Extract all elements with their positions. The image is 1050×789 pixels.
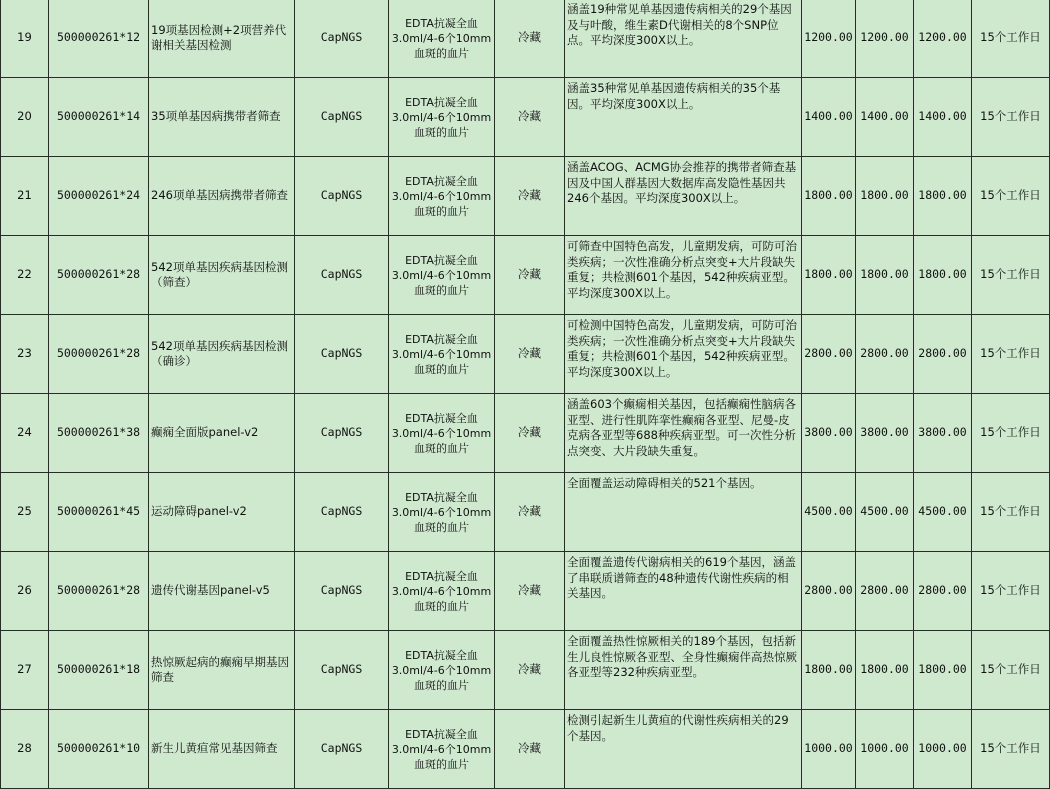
storage-cell: 冷藏 <box>495 552 565 631</box>
price-cell: 2800.00 <box>802 552 856 631</box>
description-cell: 检测引起新生儿黄疸的代谢性疾病相关的29个基因。 <box>565 710 802 789</box>
test-name-cell: 35项单基因病携带者筛查 <box>149 78 295 157</box>
turnaround-cell: 15个工作日 <box>972 394 1050 473</box>
test-name-cell: 542项单基因疾病基因检测（筛查） <box>149 236 295 315</box>
price-cell: 1800.00 <box>914 157 972 236</box>
method-cell: CapNGS <box>295 236 389 315</box>
row-index-cell: 27 <box>1 631 49 710</box>
row-index-cell: 19 <box>1 0 49 78</box>
method-cell: CapNGS <box>295 78 389 157</box>
price-cell: 1800.00 <box>856 631 914 710</box>
price-cell: 3800.00 <box>802 394 856 473</box>
turnaround-cell: 15个工作日 <box>972 552 1050 631</box>
test-name-cell: 遗传代谢基因panel-v5 <box>149 552 295 631</box>
item-code-cell: 500000261*24 <box>49 157 149 236</box>
row-index-cell: 21 <box>1 157 49 236</box>
method-cell: CapNGS <box>295 631 389 710</box>
table-row <box>1 315 1050 394</box>
price-cell: 1000.00 <box>856 710 914 789</box>
turnaround-cell: 15个工作日 <box>972 631 1050 710</box>
storage-cell: 冷藏 <box>495 710 565 789</box>
price-cell: 1800.00 <box>802 631 856 710</box>
price-cell: 2800.00 <box>802 315 856 394</box>
price-cell: 1800.00 <box>802 236 856 315</box>
table-row <box>1 236 1050 315</box>
method-cell: CapNGS <box>295 552 389 631</box>
storage-cell: 冷藏 <box>495 157 565 236</box>
price-cell: 1800.00 <box>802 157 856 236</box>
sample-requirement-cell: EDTA抗凝全血3.0ml/4-6个10mm血斑的血片 <box>389 473 495 552</box>
method-cell: CapNGS <box>295 473 389 552</box>
price-cell: 1400.00 <box>856 78 914 157</box>
table-row <box>1 0 1050 78</box>
method-cell: CapNGS <box>295 315 389 394</box>
description-cell: 可检测中国特色高发，儿童期发病，可防可治类疾病；一次性准确分析点突变+大片段缺失重复；共检测601个基因，542种疾病亚型。平均深度300X以上。 <box>565 315 802 394</box>
method-cell: CapNGS <box>295 394 389 473</box>
test-name-cell: 运动障碍panel-v2 <box>149 473 295 552</box>
sample-requirement-cell: EDTA抗凝全血3.0ml/4-6个10mm血斑的血片 <box>389 552 495 631</box>
table-row <box>1 552 1050 631</box>
sample-requirement-cell: EDTA抗凝全血3.0ml/4-6个10mm血斑的血片 <box>389 631 495 710</box>
price-cell: 3800.00 <box>856 394 914 473</box>
test-name-cell: 246项单基因病携带者筛查 <box>149 157 295 236</box>
price-cell: 1200.00 <box>802 0 856 78</box>
storage-cell: 冷藏 <box>495 0 565 78</box>
test-name-cell: 542项单基因疾病基因检测（确诊） <box>149 315 295 394</box>
price-cell: 1800.00 <box>914 631 972 710</box>
method-cell: CapNGS <box>295 0 389 78</box>
price-cell: 1800.00 <box>914 236 972 315</box>
item-code-cell: 500000261*28 <box>49 236 149 315</box>
description-cell: 全面覆盖遗传代谢病相关的619个基因，涵盖了串联质谱筛查的48种遗传代谢性疾病的相关基因。 <box>565 552 802 631</box>
sample-requirement-cell: EDTA抗凝全血3.0ml/4-6个10mm血斑的血片 <box>389 236 495 315</box>
description-cell: 可筛查中国特色高发，儿童期发病，可防可治类疾病；一次性准确分析点突变+大片段缺失重复；共检测601个基因，542种疾病亚型。平均深度300X以上。 <box>565 236 802 315</box>
price-cell: 1000.00 <box>914 710 972 789</box>
storage-cell: 冷藏 <box>495 236 565 315</box>
storage-cell: 冷藏 <box>495 394 565 473</box>
price-cell: 2800.00 <box>856 315 914 394</box>
description-cell: 全面覆盖热性惊厥相关的189个基因，包括新生儿良性惊厥各亚型、全身性癫痫伴高热惊厥各亚型等232种疾病亚型。 <box>565 631 802 710</box>
price-cell: 1400.00 <box>802 78 856 157</box>
price-cell: 1000.00 <box>802 710 856 789</box>
price-cell: 2800.00 <box>856 552 914 631</box>
price-cell: 3800.00 <box>914 394 972 473</box>
sample-requirement-cell: EDTA抗凝全血3.0ml/4-6个10mm血斑的血片 <box>389 710 495 789</box>
turnaround-cell: 15个工作日 <box>972 710 1050 789</box>
test-name-cell: 新生儿黄疸常见基因筛查 <box>149 710 295 789</box>
table-row <box>1 710 1050 789</box>
turnaround-cell: 15个工作日 <box>972 78 1050 157</box>
table-body <box>1 0 1050 789</box>
description-cell: 涵盖19种常见单基因遗传病相关的29个基因及与叶酸，维生素D代谢相关的8个SNP位点。平均深度300X以上。 <box>565 0 802 78</box>
test-name-cell: 19项基因检测+2项营养代谢相关基因检测 <box>149 0 295 78</box>
table-row <box>1 631 1050 710</box>
row-index-cell: 24 <box>1 394 49 473</box>
storage-cell: 冷藏 <box>495 473 565 552</box>
storage-cell: 冷藏 <box>495 78 565 157</box>
price-cell: 4500.00 <box>914 473 972 552</box>
price-cell: 4500.00 <box>856 473 914 552</box>
item-code-cell: 500000261*45 <box>49 473 149 552</box>
description-cell: 涵盖35种常见单基因遗传病相关的35个基因。平均深度300X以上。 <box>565 78 802 157</box>
price-cell: 2800.00 <box>914 552 972 631</box>
test-name-cell: 癫痫全面版panel-v2 <box>149 394 295 473</box>
price-cell: 2800.00 <box>914 315 972 394</box>
item-code-cell: 500000261*28 <box>49 315 149 394</box>
sample-requirement-cell: EDTA抗凝全血3.0ml/4-6个10mm血斑的血片 <box>389 315 495 394</box>
price-cell: 1800.00 <box>856 236 914 315</box>
item-code-cell: 500000261*12 <box>49 0 149 78</box>
row-index-cell: 28 <box>1 710 49 789</box>
item-code-cell: 500000261*14 <box>49 78 149 157</box>
table-row <box>1 394 1050 473</box>
row-index-cell: 22 <box>1 236 49 315</box>
storage-cell: 冷藏 <box>495 315 565 394</box>
price-cell: 1200.00 <box>856 0 914 78</box>
sample-requirement-cell: EDTA抗凝全血3.0ml/4-6个10mm血斑的血片 <box>389 78 495 157</box>
method-cell: CapNGS <box>295 157 389 236</box>
row-index-cell: 25 <box>1 473 49 552</box>
turnaround-cell: 15个工作日 <box>972 473 1050 552</box>
test-name-cell: 热惊厥起病的癫痫早期基因筛查 <box>149 631 295 710</box>
item-code-cell: 500000261*28 <box>49 552 149 631</box>
turnaround-cell: 15个工作日 <box>972 157 1050 236</box>
storage-cell: 冷藏 <box>495 631 565 710</box>
table-row <box>1 473 1050 552</box>
price-cell: 1800.00 <box>856 157 914 236</box>
row-index-cell: 23 <box>1 315 49 394</box>
price-cell: 1400.00 <box>914 78 972 157</box>
price-cell: 1200.00 <box>914 0 972 78</box>
table-row <box>1 157 1050 236</box>
sample-requirement-cell: EDTA抗凝全血3.0ml/4-6个10mm血斑的血片 <box>389 394 495 473</box>
sample-requirement-cell: EDTA抗凝全血3.0ml/4-6个10mm血斑的血片 <box>389 157 495 236</box>
turnaround-cell: 15个工作日 <box>972 236 1050 315</box>
row-index-cell: 26 <box>1 552 49 631</box>
sample-requirement-cell: EDTA抗凝全血3.0ml/4-6个10mm血斑的血片 <box>389 0 495 78</box>
table-row <box>1 78 1050 157</box>
description-cell: 全面覆盖运动障碍相关的521个基因。 <box>565 473 802 552</box>
item-code-cell: 500000261*38 <box>49 394 149 473</box>
turnaround-cell: 15个工作日 <box>972 0 1050 78</box>
method-cell: CapNGS <box>295 710 389 789</box>
item-code-cell: 500000261*10 <box>49 710 149 789</box>
turnaround-cell: 15个工作日 <box>972 315 1050 394</box>
item-code-cell: 500000261*18 <box>49 631 149 710</box>
row-index-cell: 20 <box>1 78 49 157</box>
price-cell: 4500.00 <box>802 473 856 552</box>
description-cell: 涵盖603个癫痫相关基因，包括癫痫性脑病各亚型、进行性肌阵挛性癫痫各亚型、尼曼-皮克病各亚型等688种疾病亚型。可一次性分析点突变、大片段缺失重复。 <box>565 394 802 473</box>
description-cell: 涵盖ACOG、ACMG协会推荐的携带者筛查基因及中国人群基因大数据库高发隐性基因共246个基因。平均深度300X以上。 <box>565 157 802 236</box>
